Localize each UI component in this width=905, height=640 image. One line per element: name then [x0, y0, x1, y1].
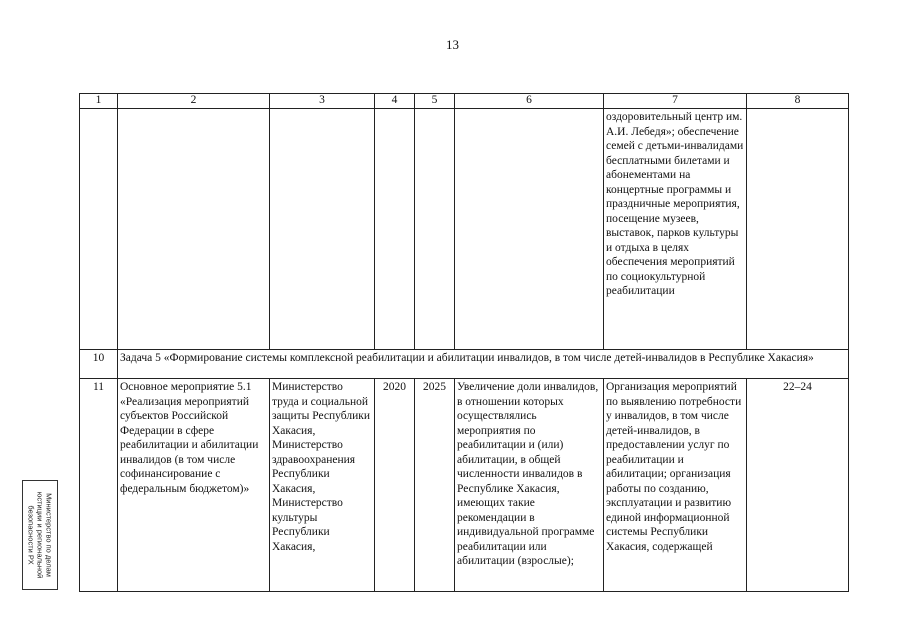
cell-empty	[270, 109, 375, 350]
cell-activities-continued: оздоровительный центр им. А.И. Лебедя»; обеспечение семей с детьми-инвалидами бесплатными билетами и абонементами на концертные программы и праздничные мероприятия, посещение музеев, выставок, парков культуры и отдыха в целях обеспечения мероприятий по социокультурной реабилитации	[604, 109, 747, 350]
cell-row-number: 11	[80, 379, 118, 592]
cell-responsible: Министерство труда и социальной защиты Республики Хакасия, Министерство здравоохранения Республики Хакасия, Министерство культуры Республики Хакасия,	[270, 379, 375, 592]
header-col-1: 1	[80, 94, 118, 109]
cell-empty	[415, 109, 455, 350]
table-row-task	[80, 350, 849, 379]
cell-empty	[455, 109, 604, 350]
header-col-3: 3	[270, 94, 375, 109]
program-table	[79, 93, 849, 592]
stamp-text: Министерство по делам юстиции и региональной безопасности РХ	[26, 491, 54, 579]
cell-empty	[118, 109, 270, 350]
cell-empty	[80, 109, 118, 350]
header-col-8: 8	[747, 94, 849, 109]
cell-measure-name: Основное мероприятие 5.1 «Реализация мероприятий субъектов Российской Федерации в сфере реабилитации и абилитации инвалидов (в том числе софинансирование с федеральным бюджетом)»	[118, 379, 270, 592]
header-col-2: 2	[118, 94, 270, 109]
cell-row-number: 10	[80, 350, 118, 379]
cell-indicators: 22–24	[747, 379, 849, 592]
header-col-7: 7	[604, 94, 747, 109]
header-col-4: 4	[375, 94, 415, 109]
cell-expected-result: Увеличение доли инвалидов, в отношении которых осуществлялись мероприятия по реабилитации и (или) абилитации, в общей численности инвалидов в Республике Хакасия, имеющих такие рекомендации в индивидуальной программе реабилитации или абилитации (взрослые);	[455, 379, 604, 592]
registration-stamp	[22, 480, 58, 590]
cell-start-year: 2020	[375, 379, 415, 592]
cell-empty	[375, 109, 415, 350]
page-number: 13	[446, 37, 459, 52]
table-row-continuation	[80, 109, 849, 350]
table-row-measure	[80, 379, 849, 592]
cell-task-title: Задача 5 «Формирование системы комплексной реабилитации и абилитации инвалидов, в том числе детей-инвалидов в Республике Хакасия»	[118, 350, 849, 379]
header-col-5: 5	[415, 94, 455, 109]
table-header-row	[80, 94, 849, 109]
cell-activities: Организация мероприятий по выявлению потребности у инвалидов, в том числе детей-инвалидов, в предоставлении услуг по реабилитации и абилитации; организация работы по созданию, эксплуатации и развитию единой информационной системы Республики Хакасия, содержащей	[604, 379, 747, 592]
cell-empty	[747, 109, 849, 350]
header-col-6: 6	[455, 94, 604, 109]
cell-end-year: 2025	[415, 379, 455, 592]
